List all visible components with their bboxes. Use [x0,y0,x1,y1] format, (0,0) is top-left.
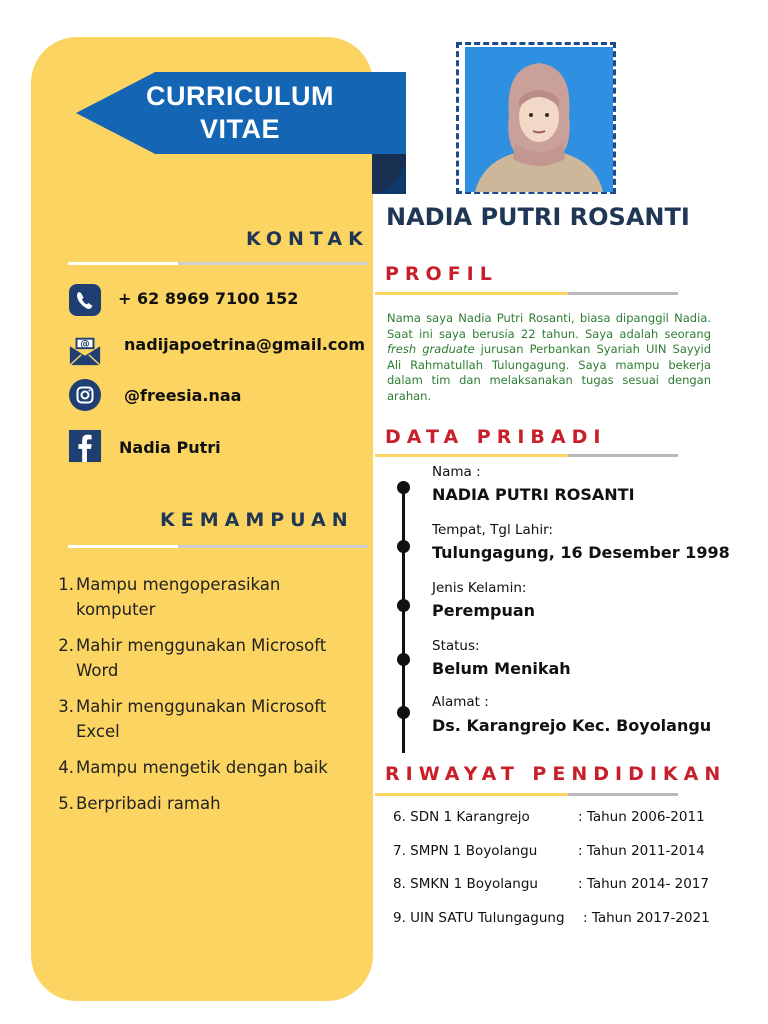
field-label-ttl: Tempat, Tgl Lahir: [432,522,553,538]
data-pribadi-rule-right [568,454,678,457]
email-address: nadijapoetrina@gmail.com [124,335,366,354]
contact-email[interactable] [68,334,102,368]
data-pribadi-heading: DATA PRIBADI [385,426,607,448]
pendidikan-heading: RIWAYAT PENDIDIKAN [385,763,727,785]
data-pribadi-rule-left [375,454,568,457]
field-value-gender: Perempuan [432,601,536,620]
instagram-handle: @freesia.naa [124,386,242,405]
field-value-alamat: Ds. Karangrejo Kec. Boyolangu [432,716,712,735]
list-item: 2. Mahir menggunakan Microsoft Word [52,633,352,683]
avatar [465,47,613,192]
timeline-dot [397,481,410,494]
kontak-rule-right [178,262,368,265]
kontak-heading: KONTAK [246,228,369,250]
banner-title [108,80,372,146]
skill-text: Mahir menggunakan Microsoft Excel [76,697,327,741]
profile-paragraph: Nama saya Nadia Putri Rosanti, biasa dipanggil Nadia. Saat ini saya berusia 22 tahun. Saya adalah seorang fresh graduate jurusan Perbankan Syariah UIN Sayyid Ali Rahmatullah Tulungagung. Saya mampu bekerja dalam tim dan melaksanakan tugas sesuai dengan arahan. [387,311,711,403]
field-value-nama: NADIA PUTRI ROSANTI [432,485,635,504]
facebook-name: Nadia Putri [119,438,221,457]
school-years: : Tahun 2006-2011 [578,809,705,825]
list-item: 4. Mampu mengetik dengan baik [52,755,352,780]
list-item: 3. Mahir menggunakan Microsoft Excel [52,694,352,744]
pendidikan-rule-left [375,793,568,796]
banner-title-line1: CURRICULUM [146,81,334,111]
phone-icon [68,283,102,317]
field-value-status: Belum Menikah [432,659,571,678]
timeline-dot [397,653,410,666]
school-name: 8. SMKN 1 Boyolangu [393,876,538,892]
kontak-rule-left [68,262,178,265]
kemampuan-heading: KEMAMPUAN [160,509,354,531]
field-label-status: Status: [432,638,480,654]
school-years: : Tahun 2011-2014 [578,843,705,859]
contact-instagram[interactable] [68,378,102,412]
skill-text: Mampu mengoperasikan komputer [76,575,281,619]
timeline-dot [397,599,410,612]
skill-text: Mahir menggunakan Microsoft Word [76,636,327,680]
kemampuan-rule-left [68,545,178,548]
instagram-icon [68,378,102,412]
skill-text: Berpribadi ramah [76,794,221,813]
profil-rule-right [568,292,678,295]
kemampuan-rule-right [178,545,368,548]
skill-text: Mampu mengetik dengan baik [76,758,328,777]
svg-text:@: @ [80,339,90,351]
field-label-alamat: Alamat : [432,694,489,710]
list-item: 5. Berpribadi ramah [52,791,352,816]
school-name: 7. SMPN 1 Boyolangu [393,843,538,859]
list-item: 1. Mampu mengoperasikan komputer [52,572,352,622]
phone-number: + 62 8969 7100 152 [118,289,299,308]
facebook-icon [68,429,102,463]
full-name: NADIA PUTRI ROSANTI [386,203,690,231]
pendidikan-rule-right [568,793,678,796]
banner-title-line2: VITAE [199,114,280,144]
contact-facebook[interactable] [68,429,102,463]
school-name: 6. SDN 1 Karangrejo [393,809,530,825]
field-value-ttl: Tulungagung, 16 Desember 1998 [432,543,730,562]
profil-heading: PROFIL [385,263,498,285]
contact-phone[interactable] [68,283,102,317]
school-years: : Tahun 2014- 2017 [578,876,709,892]
school-years: : Tahun 2017-2021 [583,910,710,926]
skills-list [52,572,352,827]
school-name: 9. UIN SATU Tulungagung [393,910,565,926]
timeline-dot [397,706,410,719]
profil-rule-left [375,292,568,295]
field-label-nama: Nama : [432,464,481,480]
field-label-gender: Jenis Kelamin: [432,580,527,596]
timeline-dot [397,540,410,553]
email-icon [68,334,102,368]
